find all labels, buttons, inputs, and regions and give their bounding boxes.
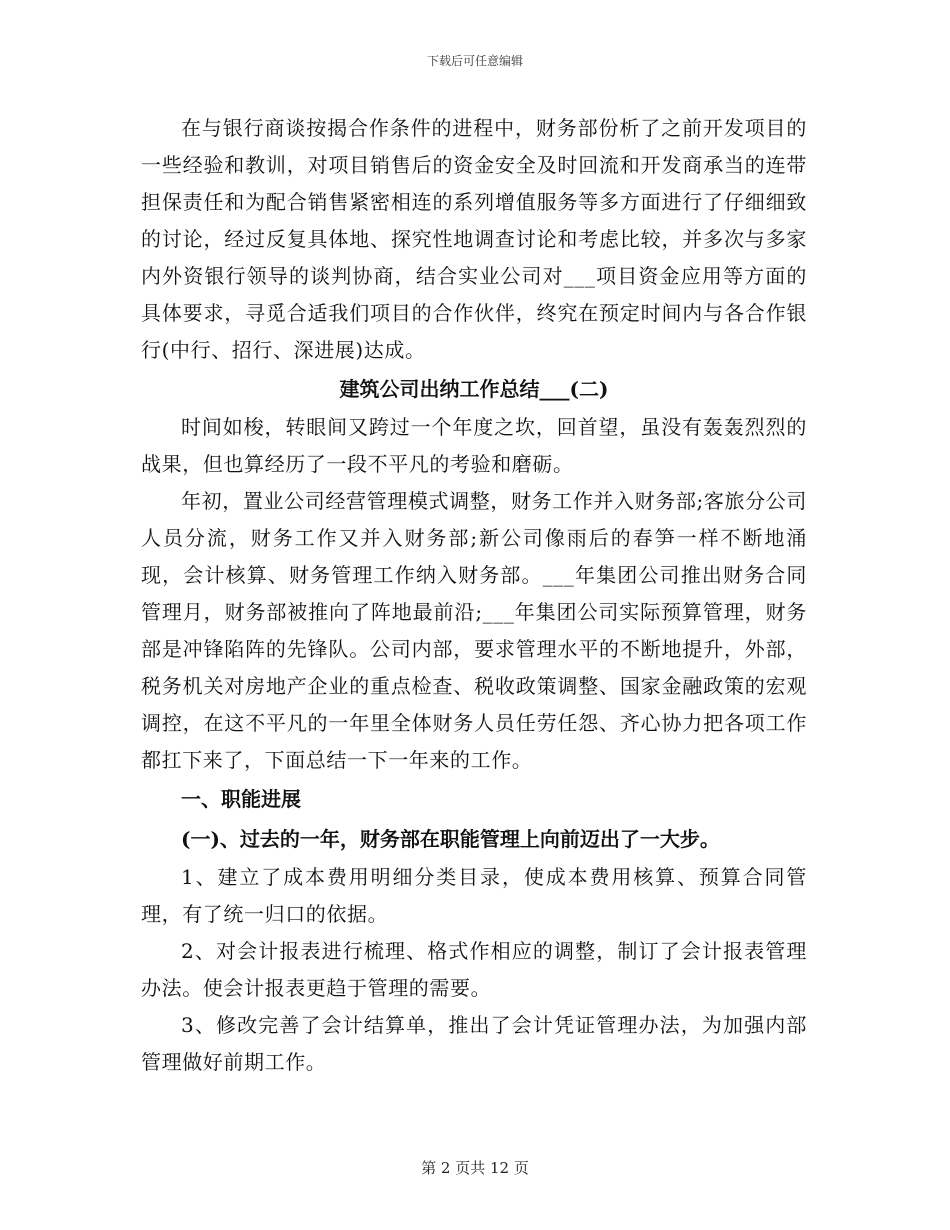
page-header-note: 下载后可任意编辑 xyxy=(426,54,523,68)
paragraph-year-review: 时间如梭，转眼间又跨过一个年度之坎，回首望，虽没有轰轰烈烈的战果，但也算经历了一段不平凡的考验和磨砺。 xyxy=(141,415,807,476)
list-item-3: 3、修改完善了会计结算单，推出了会计凭证管理办法，为加强内部管理做好前期工作。 xyxy=(141,1013,807,1074)
paragraph-bank-negotiation: 在与银行商谈按揭合作条件的进程中，财务部份析了之前开发项目的一些经验和教训，对项目销售后的资金安全及时回流和开发商承当的连带担保责任和为配合销售紧密相连的系列增值服务等多方面进行了仔细细致的讨论，经过反复具体地、探究性地调查讨论和考虑比较，并多次与多家内外资银行领导的谈判协商，结合实业公司对___项目资金应用等方面的具体要求，寻觅合适我们项目的合作伙伴，终究在预定时间内与各合作银行(中行、招行、深进展)达成。 xyxy=(141,116,807,362)
section-title: 建筑公司出纳工作总结___(二) xyxy=(339,377,609,401)
list-item-1: 1、建立了成本费用明细分类目录，使成本费用核算、预算合同管理，有了统一归口的依据。 xyxy=(141,865,807,926)
paragraph-year-start: 年初，置业公司经营管理模式调整，财务工作并入财务部;客旅分公司人员分流，财务工作又并入财务部;新公司像雨后的春笋一样不断地涌现，会计核算、财务管理工作纳入财务部。___年集团公司推出财务合同管理月，财务部被推向了阵地最前沿;___年集团公司实际预算管理，财务部是冲锋陷阵的先锋队。公司内部，要求管理水平的不断地提升，外部，税务机关对房地产企业的重点检查、税收政策调整、国家金融政策的宏观调控，在这不平凡的一年里全体财务人员任劳任怨、齐心协力把各项工作都扛下来了，下面总结一下一年来的工作。 xyxy=(141,489,807,772)
heading-function-progress: 一、职能进展 xyxy=(181,787,301,811)
heading-subsection-one: (一)、过去的一年，财务部在职能管理上向前迈出了一大步。 xyxy=(181,827,720,851)
document-body xyxy=(141,110,807,1081)
list-item-2: 2、对会计报表进行梳理、格式作相应的调整，制订了会计报表管理办法。使会计报表更趋于管理的需要。 xyxy=(141,939,807,1000)
page-number: 第 2 页共 12 页 xyxy=(421,1159,529,1177)
